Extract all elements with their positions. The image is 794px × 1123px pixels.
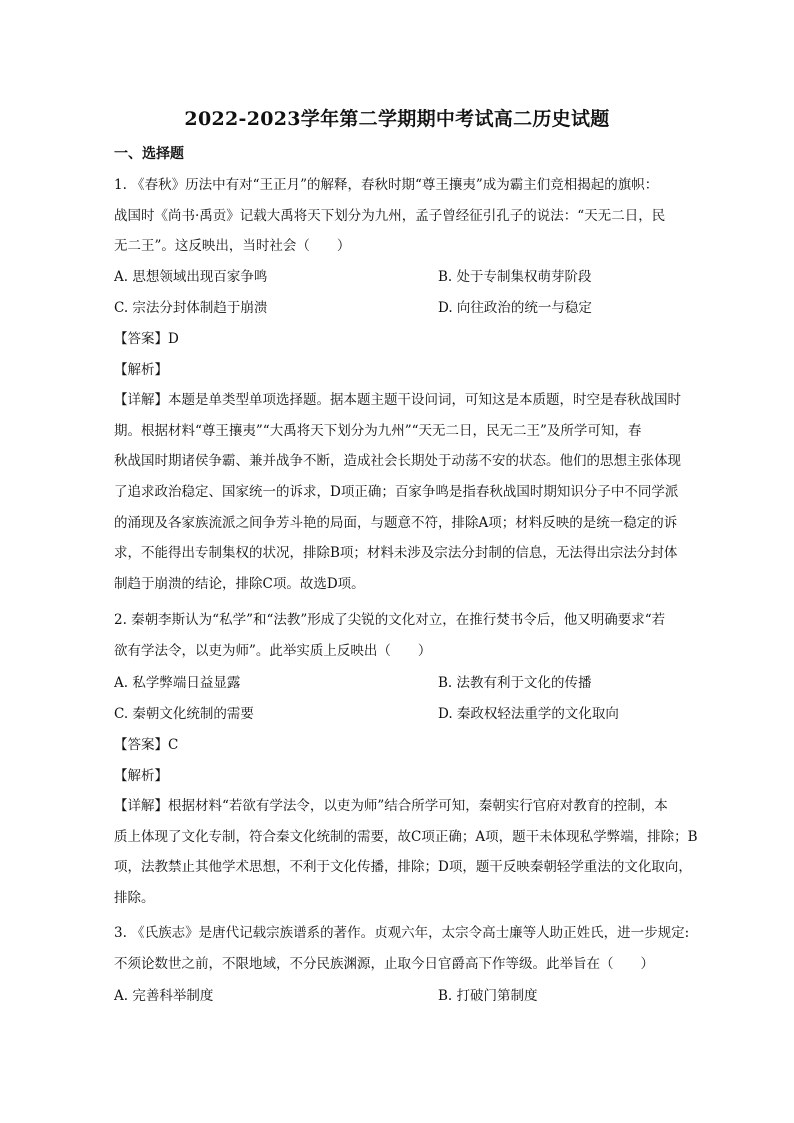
q2-analysis-label: 【解析】 — [114, 767, 168, 784]
question-2-stem — [114, 605, 724, 666]
q1-detail-line-5: 的涌现及各家族流派之间争芳斗艳的局面，与题意不符，排除A项；材料反映的是统一稳定的诉 — [114, 514, 678, 531]
q3-option-b: B. 打破门第制度 — [438, 988, 538, 1004]
question-2-options — [114, 668, 714, 729]
question-3-options — [114, 981, 714, 1012]
q1-stem-line-2: 战国时《尚书·禹贡》记载大禹将天下划分为九州，孟子曾经征引孔子的说法：“天无二日，民 — [114, 207, 666, 224]
q3-stem-line-2: 不须论数世之前，不限地域，不分民族渊源，止取今日官爵高下作等级。此举旨在（ ） — [114, 955, 654, 972]
q2-option-b: B. 法教有利于文化的传播 — [438, 675, 592, 691]
q1-detail-line-7: 制趋于崩溃的结论，排除C项。故选D项。 — [114, 575, 365, 592]
q1-option-c: C. 宗法分封体制趋于崩溃 — [114, 299, 268, 316]
q2-detail-line-3: 项，法教禁止其他学术思想，不利于文化传播，排除；D项，题干反映秦朝轻学重法的文化取向， — [114, 859, 692, 876]
q2-stem-line-2: 欲有学法令，以吏为师”。此举实质上反映出（ ） — [114, 642, 432, 659]
q1-detail-line-1: 【详解】本题是单类型单项选择题。据本题主题干设问词，可知这是本质题，时空是春秋战国时 — [114, 392, 681, 409]
page-title: 2022-2023学年第二学期期中考试高二历史试题 — [184, 108, 610, 130]
q1-detail-line-2: 期。根据材料“尊王攘夷”“大禹将天下划分为九州”“天无二日，民无二王”及所学可知，春 — [114, 422, 642, 439]
q3-stem-line-1: 3. 《氏族志》是唐代记载宗族谱系的著作。贞观六年，太宗令高士廉等人助正姓氏，进一步规定: — [114, 925, 690, 941]
q2-option-a: A. 私学弊端日益显露 — [114, 675, 241, 691]
question-2-solution — [114, 730, 724, 914]
q3-option-a: A. 完善科举制度 — [114, 988, 214, 1004]
question-1-solution — [114, 324, 724, 599]
q2-detail-line-1: 【详解】根据材料“若欲有学法令，以吏为师”结合所学可知，秦朝实行官府对教育的控制，本 — [114, 798, 668, 815]
q1-detail-line-3: 秋战国时期诸侯争霸、兼并战争不断，造成社会长期处于动荡不安的状态。他们的思想主张体现 — [114, 453, 681, 470]
q2-detail-line-2: 质上体现了文化专制，符合秦文化统制的需要，故C项正确；A项，题干未体现私学弊端，排除；B — [114, 828, 698, 845]
q1-option-a: A. 思想领域出现百家争鸣 — [114, 269, 268, 285]
q1-analysis-label: 【解析】 — [114, 361, 168, 378]
question-1-stem — [114, 170, 724, 262]
q1-detail-line-4: 了追求政治稳定、国家统一的诉求，D项正确；百家争鸣是指春秋战国时期知识分子中不同学派 — [114, 483, 679, 500]
q1-option-d: D. 向往政治的统一与稳定 — [438, 299, 592, 316]
q1-answer: 【答案】D — [114, 331, 179, 347]
question-1-options — [114, 262, 714, 323]
q2-stem-line-1: 2. 秦朝李斯认为“私学”和“法教”形成了尖锐的文化对立，在推行焚书令后，他又明确要求“若 — [114, 612, 666, 628]
q2-detail-line-4: 排除。 — [114, 889, 155, 906]
q1-stem-line-1: 1. 《春秋》历法中有对“王正月”的解释，春秋时期“尊王攘夷”成为霸主们竞相揭起的旗帜： — [114, 177, 659, 193]
question-3-stem — [114, 918, 724, 979]
q1-option-b: B. 处于专制集权萌芽阶段 — [438, 269, 592, 285]
q1-stem-line-3: 无二王”。这反映出，当时社会（ ） — [114, 238, 351, 255]
q2-option-d: D. 秦政权轻法重学的文化取向 — [438, 705, 619, 722]
section-heading: 一、选择题 — [114, 146, 184, 162]
q1-detail-line-6: 求，不能得出专制集权的状况，排除B项；材料未涉及宗法分封制的信息，无法得出宗法分封体 — [114, 545, 678, 562]
q2-option-c: C. 秦朝文化统制的需要 — [114, 705, 254, 722]
q2-answer: 【答案】C — [114, 737, 179, 753]
